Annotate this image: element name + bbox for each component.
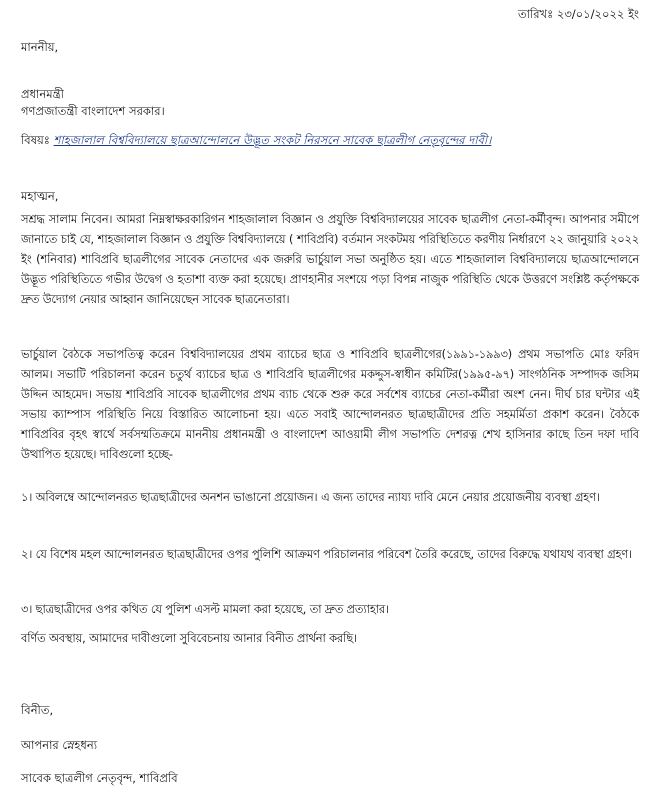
recipient-organization: গণপ্রজাতন্ত্রী বাংলাদেশ সরকার। <box>21 104 165 118</box>
greeting: মহাত্মন, <box>21 189 59 203</box>
closing-request: বর্ণিত অবস্থায়, আমাদের দাবীগুলো সুবিবেচনায় আনার বিনীত প্রার্থনা করছি। <box>21 632 357 645</box>
subject-line <box>21 133 491 147</box>
signoff-yours: আপনার স্নেহধন্য <box>21 738 98 752</box>
recipient-title: প্রধানমন্ত্রী <box>21 87 64 101</box>
demand-item-3: ৩। ছাত্রছাত্রীদের ওপর কথিত যে পুলিশ এসল্ট মামলা করা হয়েছে, তা দ্রুত প্রত্যাহার। <box>21 603 389 616</box>
demand-item-2: ২। যে বিশেষ মহল আন্দোলনরত ছাত্রছাত্রীদের ওপর পুলিশি আক্রমণ পরিচালনার পরিবেশ তৈরি করেছে, তাদের বিরুদ্ধে যথাযথ ব্যবস্থা গ্রহণ। <box>21 548 632 561</box>
paragraph-meeting: ভার্চুয়াল বৈঠকে সভাপতিত্ব করেন বিশ্ববিদ্যালয়ের প্রথম ব্যাচের ছাত্র ও শাবিপ্রবি ছাত্রলীগের(১৯৯১-১৯৯৩) প্রথম সভাপতি মোঃ ফরিদ আলম। সভাটি পরিচালনা করেন চতুর্থ ব্যাচের ছাত্র ও শাবিপ্রবি ছাত্রলীগের মকদ্দুস-স্বাধীন কমিটির(১৯৯৫-৯৭) সাংগঠনিক সম্পাদক জসিম উদ্দিন আহমেদ। সভায় শাবিপ্রবি সাবেক ছাত্রলীগের প্রথম ব্যাচ থেকে শুরু করে সর্বশেষ ব্যাচের নেতা-কর্মীরা অংশ নেন। দীর্ঘ চার ঘন্টার এই সভায় ক্যাম্পাস পরিস্থিতি নিয়ে বিস্তারিত আলোচনা হয়। এতে সবাই আন্দোলনরত ছাত্রছাত্রীদের প্রতি সহমর্মিতা প্রকাশ করেন। বৈঠকে শাবিপ্রবির বৃহৎ স্বার্থে সর্বসম্মতিক্রমে মাননীয় প্রধানমন্ত্রী ও বাংলাদেশ আওয়ামী লীগ সভাপতি দেশরত্ন শেখ হাসিনার কাছে তিন দফা দাবি উত্থাপিত হয়েছে। দাবিগুলো হচ্ছে- <box>21 348 639 461</box>
demand-item-1: ১। অবিলম্বে আন্দোলনরত ছাত্রছাত্রীদের অনশন ভাঙানো প্রয়োজন। এ জন্য তাদের ন্যায্য দাবি মেনে নেয়ার প্রয়োজনীয় ব্যবস্থা গ্রহণ। <box>21 491 600 504</box>
signoff-humble: বিনীত, <box>21 703 54 717</box>
subject-text: শাহজালাল বিশ্ববিদ্যালয়ে ছাত্রআন্দোলনে উদ্ভূত সংকট নিরসনে সাবেক ছাত্রলীগ নেতৃবৃন্দের দাবী। <box>53 133 492 147</box>
subject-label: বিষয়ঃ <box>21 133 50 147</box>
salutation: মাননীয়, <box>21 40 59 54</box>
paragraph-intro: সশ্রদ্ধ সালাম নিবেন। আমরা নিম্নস্বাক্ষরকারিগন শাহজালাল বিজ্ঞান ও প্রযুক্তি বিশ্ববিদ্যালয়ের সাবেক ছাত্রলীগ নেতা-কর্মীবৃন্দ। আপনার সমীপে জানাতে চাই যে, শাহজালাল বিজ্ঞান ও প্রযুক্তি বিশ্ববিদ্যালয়ে ( শাবিপ্রবি) বর্তমান সংকটময় পরিস্থিতিতে করণীয় নির্ধারণে ২২ জানুয়ারি ২০২২ ইং (শনিবার) শাবিপ্রবি ছাত্রলীগের সাবেক নেতাদের এক জরুরি ভার্চুয়াল সভা অনুষ্ঠিত হয়। এতে শাহজালাল বিশ্ববিদ্যালয়ে ছাত্রআন্দোলনে উদ্ভূত পরিস্থিতিতে গভীর উদ্বেগ ও হতাশা ব্যক্ত করা হয়েছে। প্রাণহানীর সংশয়ে পড়া বিপন্ন নাজুক পরিস্থিতি থেকে উত্তরণে সংশ্লিষ্ট কর্তৃপক্ষকে দ্রুত উদ্যোগ নেয়ার আহ্বান জানিয়েছেন সাবেক ছাত্রনেতারা। <box>21 213 639 306</box>
letter-date: তারিখঃ ২৩/০১/২০২২ ইং <box>517 7 639 21</box>
signatory: সাবেক ছাত্রলীগ নেতৃবৃন্দ, শাবিপ্রবি <box>21 771 178 785</box>
